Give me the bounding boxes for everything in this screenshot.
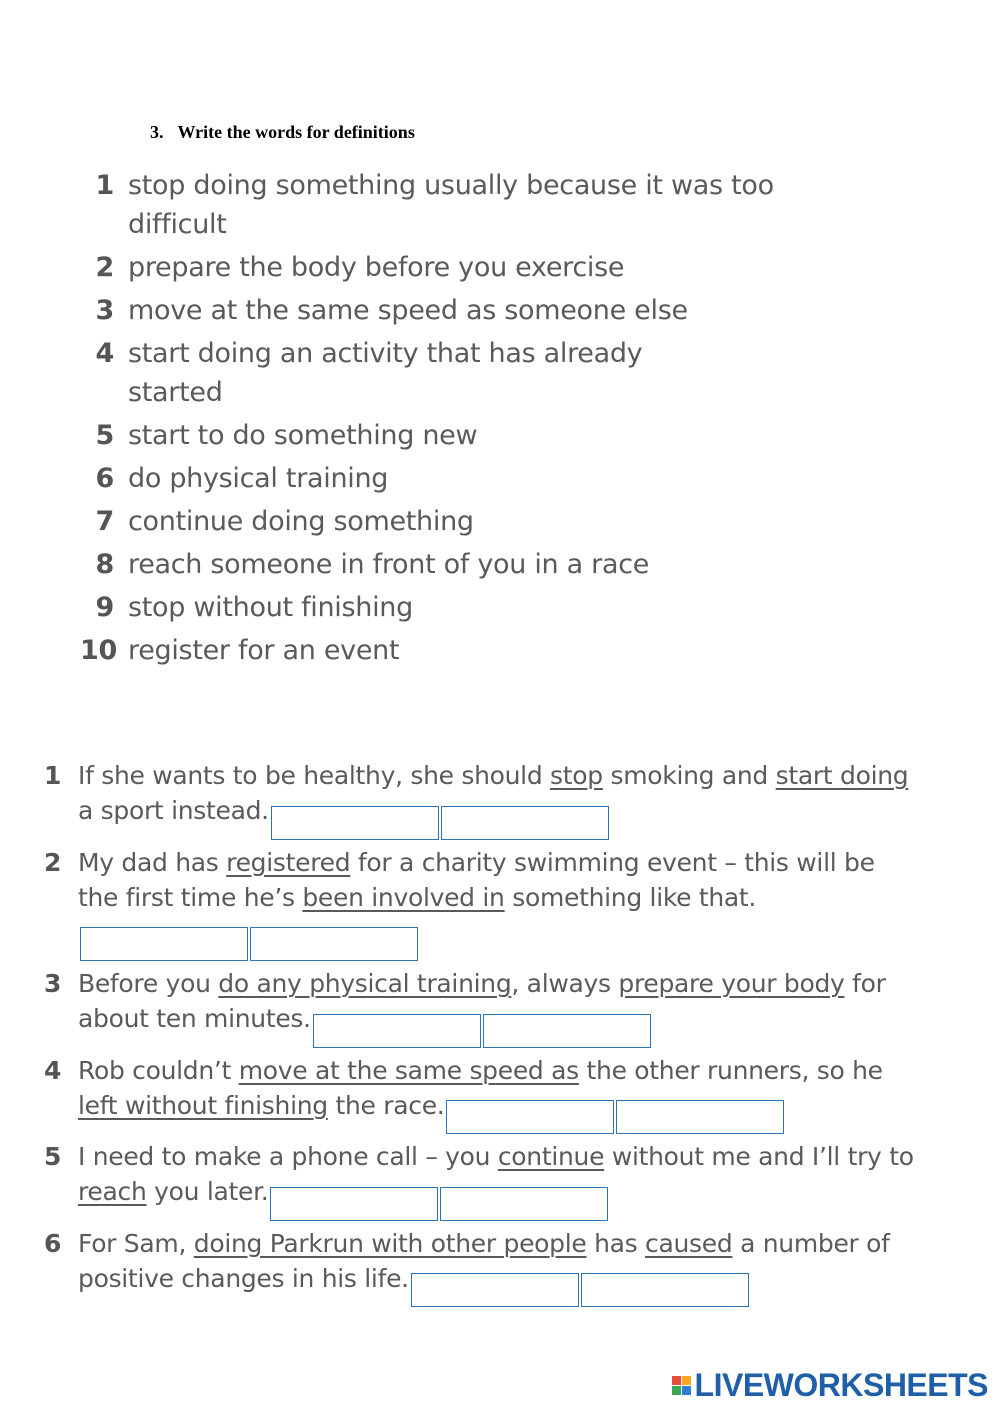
definition-item (80, 291, 780, 330)
definition-item (80, 502, 780, 541)
definition-number: 4 (95, 338, 114, 369)
exercise-title: Write the words for definitions (177, 122, 415, 142)
definition-number: 3 (95, 295, 114, 326)
sentence-item (40, 845, 920, 962)
definition-text: prepare the body before you exercise (128, 252, 625, 283)
logo-text: LIVEWORKSHEETS (694, 1367, 988, 1403)
definition-number: 7 (95, 506, 114, 537)
definition-number: 10 (80, 635, 117, 666)
definition-item (80, 248, 780, 287)
sentence-item (40, 1226, 920, 1308)
definition-number: 5 (95, 420, 114, 451)
sentence-fragment: If she wants to be healthy, she should (78, 761, 551, 790)
definition-text: do physical training (128, 463, 389, 494)
definition-item (80, 166, 780, 244)
sentence-fragment: a sport instead. (78, 796, 269, 825)
definition-number: 6 (95, 463, 114, 494)
underlined-phrase: doing Parkrun with other people (193, 1228, 587, 1258)
sentence-fragment: has (586, 1228, 646, 1258)
answer-input[interactable] (483, 1014, 651, 1048)
underlined-phrase: caused (645, 1228, 733, 1258)
sentence-number: 6 (44, 1228, 62, 1258)
exercise-heading (150, 122, 415, 143)
answer-input[interactable] (581, 1273, 749, 1307)
sentence-text (78, 758, 920, 840)
sentence-fragment: Rob couldn’t (78, 1055, 239, 1085)
sentence-fragment: I need to make a phone call – you (78, 1142, 498, 1171)
answer-input[interactable] (313, 1014, 481, 1048)
exercise-number: 3. (150, 122, 164, 142)
definition-item (80, 631, 780, 670)
answer-input[interactable] (411, 1273, 579, 1307)
underlined-phrase: do any physical training (218, 969, 512, 998)
underlined-phrase: registered (226, 847, 351, 877)
definition-item (80, 545, 780, 584)
sentence-item (40, 966, 920, 1048)
logo-square-icon (682, 1376, 691, 1385)
sentence-fragment: without me and I’ll try to (604, 1142, 914, 1171)
sentence-fragment: For Sam, (78, 1228, 194, 1258)
sentence-fragment: a number of positive changes in his life. (78, 1228, 890, 1293)
underlined-phrase: prepare your body (618, 969, 845, 998)
sentence-text (78, 845, 920, 962)
definition-text: continue doing something (128, 506, 474, 537)
definition-text: stop doing something usually because it was too difficult (128, 170, 774, 240)
definition-text: register for an event (128, 635, 400, 666)
definition-number: 9 (95, 592, 114, 623)
sentence-item (40, 1139, 920, 1221)
logo-square-icon (682, 1386, 691, 1395)
answer-input[interactable] (446, 1100, 614, 1134)
underlined-phrase: stop (550, 761, 603, 790)
definition-number: 2 (95, 252, 114, 283)
sentence-fragment: the other runners, so he (578, 1055, 883, 1085)
definition-item (80, 459, 780, 498)
definition-number: 1 (95, 170, 114, 201)
definition-item (80, 588, 780, 627)
sentences-list (40, 758, 920, 1312)
answer-input[interactable] (270, 1187, 438, 1221)
definition-number: 8 (95, 549, 114, 580)
sentence-fragment: Before you (78, 969, 219, 998)
definition-item (80, 334, 780, 412)
answer-input[interactable] (271, 806, 439, 840)
sentence-fragment: My dad has (78, 847, 227, 877)
sentence-item (40, 758, 920, 840)
logo-mark-icon (672, 1376, 691, 1395)
underlined-phrase: been involved in (302, 882, 505, 912)
definition-text: start to do something new (128, 420, 478, 451)
definitions-list (80, 166, 780, 674)
liveworksheets-logo[interactable] (672, 1367, 988, 1404)
sentence-fragment: , always (511, 969, 619, 998)
sentence-fragment: for a charity swimming event – this will be the first time he’s (78, 847, 875, 912)
sentence-text (78, 1139, 920, 1221)
sentence-number: 1 (44, 761, 62, 790)
sentence-text (78, 1226, 920, 1308)
sentence-fragment: you later. (146, 1177, 269, 1206)
sentence-number: 4 (44, 1055, 62, 1085)
sentence-text (78, 1053, 920, 1135)
underlined-phrase: left without finishing (78, 1090, 328, 1120)
logo-square-icon (672, 1376, 681, 1385)
definition-item (80, 416, 780, 455)
definition-text: stop without finishing (128, 592, 413, 623)
underlined-phrase: start doing (775, 761, 909, 790)
definition-text: reach someone in front of you in a race (128, 549, 650, 580)
logo-square-icon (672, 1386, 681, 1395)
definition-text: move at the same speed as someone else (128, 295, 688, 326)
sentence-fragment: the race. (327, 1090, 445, 1120)
sentence-fragment: for about ten minutes. (78, 969, 886, 1033)
answer-input[interactable] (250, 927, 418, 961)
sentence-item (40, 1053, 920, 1135)
underlined-phrase: move at the same speed as (238, 1055, 579, 1085)
answer-input[interactable] (441, 806, 609, 840)
underlined-phrase: continue (497, 1142, 605, 1171)
sentence-number: 3 (44, 969, 62, 998)
answer-input[interactable] (440, 1187, 608, 1221)
definition-text: start doing an activity that has already started (128, 338, 643, 408)
answer-input[interactable] (616, 1100, 784, 1134)
answer-input[interactable] (80, 927, 248, 961)
sentence-text (78, 966, 920, 1048)
sentence-fragment: smoking and (602, 761, 776, 790)
underlined-phrase: reach (78, 1177, 147, 1206)
sentence-number: 5 (44, 1142, 62, 1171)
sentence-number: 2 (44, 847, 62, 877)
sentence-fragment: something like that. (504, 882, 757, 912)
